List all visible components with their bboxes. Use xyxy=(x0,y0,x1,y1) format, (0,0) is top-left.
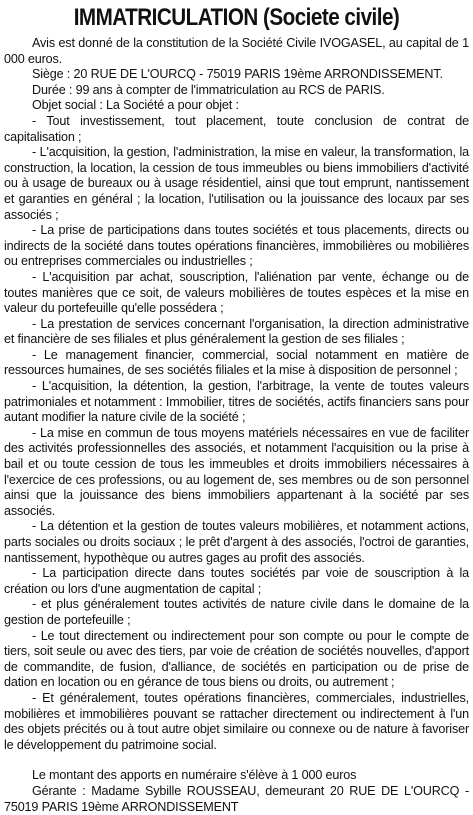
notice-paragraph: - Et généralement, toutes opérations financières, commerciales, industrielles, mobilières et immobilières pouvant se rattacher directement ou indirectement à l'un des objets précités ou à tout autre objet similaire ou connexe ou de nature à favoriser le développement du patrimoine social. xyxy=(4,690,469,752)
legal-notice xyxy=(4,4,469,815)
notice-paragraph: - Tout investissement, tout placement, toute conclusion de contrat de capitalisation ; xyxy=(4,113,469,144)
notice-paragraph: - La participation directe dans toutes sociétés par voie de souscription à la création ou lors d'une augmentation de capital ; xyxy=(4,566,469,596)
notice-paragraph: - L'acquisition, la détention, la gestion, l'arbitrage, la vente de toutes valeurs patrimoniales et notamment : Immobilier, titres de sociétés, actifs financiers sans pour autant modifier la nature civile de la société ; xyxy=(4,379,469,425)
notice-paragraph: Durée : 99 ans à compter de l'immatriculation au RCS de PARIS. xyxy=(32,82,385,97)
notice-paragraph: - La prise de participations dans toutes sociétés et tous placements, directs ou indirects de la société dans toutes opérations financières, immobilières ou mobilières ou entreprises commerciales ou industrielles ; xyxy=(4,223,469,269)
notice-paragraph: - La mise en commun de tous moyens matériels nécessaires en vue de faciliter des activités professionnelles des associés, et notamment l'acquisition ou la prise à bail et ou toute cession de tous les immeubles et droits immobiliers nécessaires à l'exercice de ces professions, ou au logement de, ses membres ou de son personnel ainsi que la jouissance des biens immobiliers appartenant à la société par ses associés. xyxy=(4,425,469,518)
notice-paragraph: - Le management financier, commercial, social notamment en matière de ressources humaines, de ses sociétés filiales et la mise à disposition de personnel ; xyxy=(4,347,469,378)
notice-paragraph: - et plus généralement toutes activités de nature civile dans le domaine de la gestion de portefeuille ; xyxy=(4,597,469,627)
notice-paragraph: Siège : 20 RUE DE L'OURCQ - 75019 PARIS 19ème ARRONDISSEMENT. xyxy=(32,67,443,82)
notice-paragraph: - L'acquisition par achat, souscription, l'aliénation par vente, échange ou de toutes manières que ce soit, de valeurs mobilières de toutes espèces et la mise en valeur du portefeuille qu'elle possédera ; xyxy=(4,269,469,316)
notice-paragraph: - L'acquisition, la gestion, l'administration, la mise en valeur, la transformation, la construction, la location, la cession de tous immeubles ou biens immobiliers d'activité ou à usage de bureaux ou à usage résidentiel, ainsi que tout emprunt, nantissement et garanties en général ; la location, l'utilisation ou la jouissance des locaux par ses associés ; xyxy=(4,145,469,222)
notice-paragraph: Avis est donné de la constitution de la Société Civile IVOGASEL, au capital de 1 000 euros. xyxy=(4,36,469,66)
manager-info: Gérante : Madame Sybille ROUSSEAU, demeurant 20 RUE DE L'OURCQ - 75019 PARIS 19ème ARRONDISSEMENT xyxy=(4,783,469,814)
notice-paragraph: - La détention et la gestion de toutes valeurs mobilières, et notamment actions, parts sociales ou droits sociaux ; le prêt d'argent à des associés, l'octroi de garanties, nantissement, hypothèque ou autres gages au profit des associés. xyxy=(4,519,469,565)
notice-title: IMMATRICULATION (Societe civile) xyxy=(73,4,400,31)
notice-paragraph: Objet social : La Société a pour objet : xyxy=(32,98,239,113)
notice-paragraph: - Le tout directement ou indirectement pour son compte ou pour le compte de tiers, soit seule ou avec des tiers, par voie de création de sociétés nouvelles, d'apport de commandite, de fusion, d'alliance, de sociétés en participation ou de prise de dation en location ou en gérance de tous biens ou droits, ou autrement ; xyxy=(4,628,469,690)
notice-paragraph: - La prestation de services concernant l'organisation, la direction administrative et financière de ses filiales et plus généralement la gestion de ses filiales ; xyxy=(4,316,469,347)
capital-contribution: Le montant des apports en numéraire s'élève à 1 000 euros xyxy=(32,768,357,783)
notice-body xyxy=(4,36,469,815)
